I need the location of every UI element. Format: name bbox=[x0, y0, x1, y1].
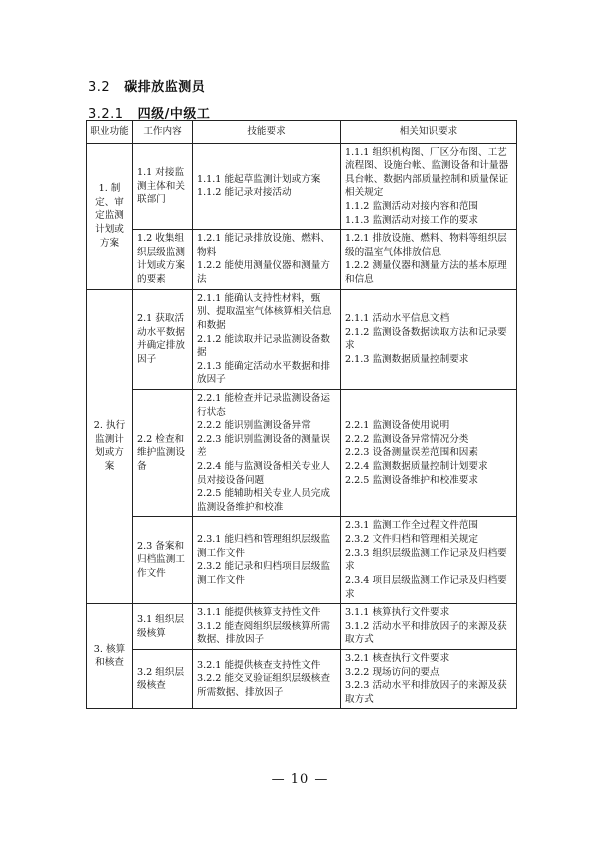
page-number: — 10 — bbox=[271, 772, 329, 787]
skills-cell bbox=[193, 230, 341, 289]
knowledge-cell bbox=[341, 389, 517, 516]
skill-item: 2.1.3 能确定活动水平数据和排放因子 bbox=[197, 360, 330, 386]
skill-item: 3.2.1 能提供核查支持性文件 bbox=[197, 659, 321, 671]
role-cell: 1. 制定、审定监测计划或方案 bbox=[87, 143, 133, 289]
section-number: 3.2 bbox=[88, 80, 111, 95]
work-content-cell: 2.3 备案和归档监测工作文件 bbox=[133, 517, 193, 604]
skill-item: 1.1.1 能起草监测计划或方案 bbox=[197, 173, 321, 185]
knowledge-item: 1.1.1 组织机构图、厂区分布图、工艺流程图、设施台帐、监测设备和计量器具台帐、数据内部质量控制和质量保证相关规定 bbox=[345, 146, 509, 199]
knowledge-item: 3.2.1 核查执行文件要求 bbox=[345, 652, 450, 664]
table-row bbox=[87, 389, 517, 516]
skill-item: 2.1.1 能确认支持性材料，甄别、提取温室气体核算相关信息和数据 bbox=[197, 292, 332, 331]
knowledge-cell bbox=[341, 230, 517, 289]
knowledge-item: 3.1.1 核算执行文件要求 bbox=[345, 607, 450, 619]
knowledge-item: 1.2.2 测量仪器和测量方法的基本原理和信息 bbox=[345, 260, 507, 286]
table-row bbox=[87, 143, 517, 230]
table-row bbox=[87, 604, 517, 650]
skill-item: 2.2.1 能检查并记录监测设备运行状态 bbox=[197, 392, 330, 418]
skill-item: 2.3.1 能归档和管理组织层级监测工作文件 bbox=[197, 534, 330, 559]
knowledge-item: 2.1.2 监测设备数据读取方法和记录要求 bbox=[345, 326, 507, 352]
knowledge-item: 2.2.1 监测设备使用说明 bbox=[345, 420, 450, 432]
header-role: 职业功能 bbox=[87, 121, 133, 144]
knowledge-item: 2.2.5 监测设备维护和校准要求 bbox=[345, 474, 478, 486]
table-row bbox=[87, 649, 517, 708]
competency-table bbox=[86, 120, 517, 709]
skill-item: 3.1.2 能查阅组织层级核算所需数据、排放因子 bbox=[197, 620, 330, 646]
knowledge-item: 1.1.3 监测活动对接工作的要求 bbox=[345, 214, 478, 226]
knowledge-item: 3.1.2 活动水平和排放因子的来源及获取方式 bbox=[345, 620, 507, 646]
table-row bbox=[87, 289, 517, 389]
knowledge-cell bbox=[341, 143, 517, 230]
table-row bbox=[87, 517, 517, 604]
header-work: 工作内容 bbox=[133, 121, 193, 144]
role-cell: 3. 核算和核查 bbox=[87, 604, 133, 709]
knowledge-cell bbox=[341, 517, 517, 604]
knowledge-cell bbox=[341, 649, 517, 708]
header-skills: 技能要求 bbox=[193, 121, 341, 144]
section-heading bbox=[88, 76, 205, 95]
knowledge-item: 2.3.4 项目层级监测工作记录及归档要求 bbox=[345, 574, 507, 600]
work-content-cell: 2.1 获取活动水平数据并确定排放因子 bbox=[133, 289, 193, 389]
skills-cell bbox=[193, 389, 341, 516]
knowledge-item: 2.2.3 设备测量误差范围和因素 bbox=[345, 447, 478, 459]
skill-item: 1.2.1 能记录排放设施、燃料、物料 bbox=[197, 233, 330, 258]
knowledge-cell bbox=[341, 604, 517, 650]
work-content-cell: 3.2 组织层级核查 bbox=[133, 649, 193, 708]
work-content-cell: 1.2 收集组织层级监测计划或方案的要素 bbox=[133, 230, 193, 289]
knowledge-item: 2.3.1 监测工作全过程文件范围 bbox=[345, 520, 478, 532]
skill-item: 2.2.5 能辅助相关专业人员完成监测设备维护和校准 bbox=[197, 488, 330, 513]
header-knowledge: 相关知识要求 bbox=[341, 121, 517, 144]
work-content-cell: 1.1 对接监测主体和关联部门 bbox=[133, 143, 193, 230]
skill-item: 2.1.2 能读取并记录监测设备数据 bbox=[197, 333, 330, 359]
knowledge-item: 1.1.2 监测活动对接内容和范围 bbox=[345, 201, 478, 213]
subsection-number: 3.2.1 bbox=[88, 107, 124, 122]
skill-item: 1.2.2 能使用测量仪器和测量方法 bbox=[197, 260, 330, 286]
skills-cell bbox=[193, 604, 341, 650]
skill-item: 2.2.2 能识别监测设备异常 bbox=[197, 420, 311, 432]
knowledge-item: 2.2.4 监测数据质量控制计划要求 bbox=[345, 461, 488, 473]
knowledge-item: 2.1.3 监测数据质量控制要求 bbox=[345, 353, 469, 365]
skill-item: 3.2.2 能交叉验证组织层级核查所需数据、排放因子 bbox=[197, 673, 330, 698]
skill-item: 2.3.2 能记录和归档项目层级监测工作文件 bbox=[197, 561, 330, 586]
skill-item: 2.2.3 能识别监测设备的测量误差 bbox=[197, 433, 330, 459]
table-body bbox=[87, 143, 517, 709]
skills-cell bbox=[193, 649, 341, 708]
skill-item: 3.1.1 能提供核算支持性文件 bbox=[197, 607, 321, 619]
table-row bbox=[87, 230, 517, 289]
knowledge-cell bbox=[341, 289, 517, 389]
knowledge-item: 3.2.3 活动水平和排放因子的来源及获取方式 bbox=[345, 680, 507, 705]
work-content-cell: 2.2 检查和维护监测设备 bbox=[133, 389, 193, 516]
knowledge-item: 3.2.2 现场访问的要点 bbox=[345, 666, 440, 678]
knowledge-item: 2.3.3 组织层级监测工作记录及归档要求 bbox=[345, 547, 507, 573]
role-cell: 2. 执行监测计划或方案 bbox=[87, 289, 133, 603]
knowledge-item: 2.1.1 活动水平信息文档 bbox=[345, 313, 450, 325]
skill-item: 1.1.2 能记录对接活动 bbox=[197, 187, 292, 199]
knowledge-item: 2.2.2 监测设备异常情况分类 bbox=[345, 433, 469, 445]
section-title: 碳排放监测员 bbox=[124, 80, 206, 95]
knowledge-item: 1.2.1 排放设施、燃料、物料等组织层级的温室气体排放信息 bbox=[345, 233, 507, 258]
skill-item: 2.2.4 能与监测设备相关专业人员对接设备问题 bbox=[197, 461, 330, 486]
subsection-title: 四级/中级工 bbox=[137, 107, 211, 122]
table-header-row bbox=[87, 121, 517, 144]
skills-cell bbox=[193, 289, 341, 389]
skills-cell bbox=[193, 517, 341, 604]
skills-cell bbox=[193, 143, 341, 230]
work-content-cell: 3.1 组织层级核算 bbox=[133, 604, 193, 650]
knowledge-item: 2.3.2 文件归档和管理相关规定 bbox=[345, 534, 478, 546]
